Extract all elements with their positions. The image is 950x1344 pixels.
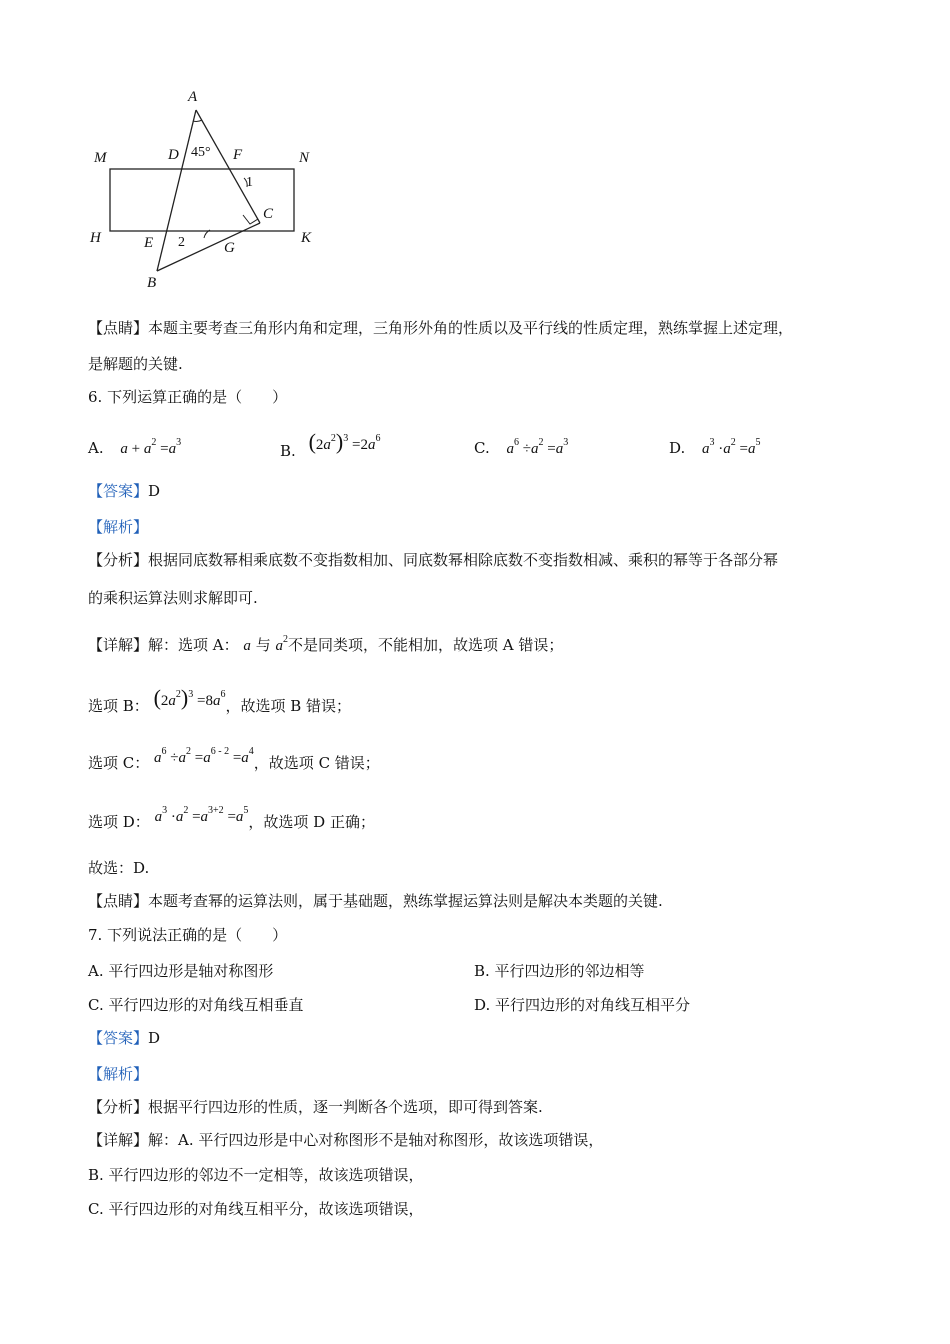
detail-a-power: $a^2$	[275, 634, 288, 654]
option-d-expr: $a^3 \cdot a^2 =a^5$	[702, 437, 761, 457]
point-h-label: H	[90, 230, 101, 246]
detail-a-suffix: 不是同类项，不能相加，故选项 A 错误；	[287, 636, 564, 654]
option-d-label: D.	[669, 439, 686, 457]
angle-45-label: 45°	[191, 145, 211, 160]
geometry-figure	[80, 85, 330, 295]
q6-analysis-tag: 【解析】	[88, 518, 149, 536]
detail-c-prefix: 选项 C：	[88, 754, 150, 772]
point-b-label: B	[147, 275, 157, 291]
q7-fenxi	[88, 1097, 543, 1117]
fenxi-tag: 【分析】	[88, 551, 149, 569]
q6-fenxi-line2: 的乘积运算法则求解即可.	[88, 589, 258, 607]
option-c-expr: $a^6 \div a^2 =a^3$	[506, 437, 569, 457]
answer-tag: 【答案】	[88, 482, 149, 500]
detail-tag: 【详解】	[88, 636, 149, 654]
q6-detail-c	[88, 746, 380, 772]
answer-value: D	[148, 482, 161, 500]
q7-analysis-tag: 【解析】	[88, 1065, 149, 1083]
point-d-label: D	[168, 147, 179, 163]
comment-text: 本题考查幂的运算法则，属于基础题，熟练掌握运算法则是解决本类题的关键.	[148, 892, 663, 910]
option-b-label: B.	[280, 442, 296, 460]
q6-conclusion: 故选：D.	[88, 859, 150, 877]
q6-option-d	[669, 438, 761, 459]
q6-option-c	[474, 438, 568, 459]
detail-b-expr: $(2a^2)^3 =8a^6$	[153, 685, 226, 710]
q6-detail-b	[88, 685, 352, 715]
answer-value: D	[148, 1029, 161, 1047]
figure-lines	[80, 85, 330, 295]
point-e-label: E	[144, 235, 154, 251]
q6-answer	[88, 481, 160, 501]
q7-detail-b: B. 平行四边形的邻边不一定相等，故该选项错误，	[88, 1166, 424, 1184]
q6-detail-a	[88, 635, 563, 656]
detail-a-prefix: 解：选项 A：	[148, 636, 239, 654]
detail-a-mid: 与	[255, 636, 271, 654]
point-m-label: M	[94, 150, 107, 166]
detail-d-expr: $a^3 \cdot a^2 =a^{3+2} =a^5$	[154, 805, 249, 825]
fenxi-text: 根据同底数幂相乘底数不变指数相加、同底数幂相除底数不变指数相减、乘积的幂等于各部分幂	[148, 551, 779, 569]
point-g-label: G	[224, 240, 235, 256]
q6-option-a	[88, 438, 181, 459]
q6-option-b	[280, 429, 381, 460]
option-a-expr: $a + a^2 =a^3$	[120, 437, 182, 457]
detail-b-prefix: 选项 B：	[88, 697, 149, 715]
detail-b-suffix: ，故选项 B 错误；	[225, 697, 352, 715]
option-a-label: A.	[88, 439, 104, 457]
comment-text: 本题主要考查三角形内角和定理，三角形外角的性质以及平行线的性质定理，熟练掌握上述定理，	[148, 319, 794, 337]
point-f-label: F	[233, 147, 243, 163]
fenxi-tag: 【分析】	[88, 1098, 149, 1116]
fenxi-text: 根据平行四边形的性质，逐一判断各个选项，即可得到答案.	[148, 1098, 543, 1116]
q6-stem: 6. 下列运算正确的是（ ）	[88, 388, 288, 406]
detail-d-suffix: ，故选项 D 正确；	[248, 813, 375, 831]
answer-tag: 【答案】	[88, 1029, 149, 1047]
q6-comment	[88, 891, 663, 911]
detail-c-suffix: ，故选项 C 错误；	[253, 754, 380, 772]
comment-tag: 【点睛】	[88, 892, 149, 910]
detail-tag: 【详解】	[88, 1131, 149, 1149]
q7-option-d: D. 平行四边形的对角线互相平分	[474, 996, 691, 1014]
q7-stem: 7. 下列说法正确的是（ ）	[88, 926, 288, 944]
q6-fenxi-line1	[88, 550, 778, 570]
q5-comment-line2: 是解题的关键.	[88, 355, 183, 373]
point-c-label: C	[263, 206, 274, 222]
angle-1-label: 1	[246, 175, 253, 190]
q5-comment-line1	[88, 318, 793, 338]
point-n-label: N	[299, 150, 310, 166]
detail-a-text: 解：A. 平行四边形是中心对称图形不是轴对称图形，故该选项错误，	[148, 1131, 604, 1149]
point-a-label: A	[188, 89, 198, 105]
option-c-label: C.	[474, 439, 490, 457]
option-b-expr: $(2a^2)^3 =2a^6$	[308, 429, 381, 454]
q7-option-a: A. 平行四边形是轴对称图形	[88, 962, 274, 980]
q7-detail-c: C. 平行四边形的对角线互相平分，故该选项错误，	[88, 1200, 424, 1218]
q7-option-b: B. 平行四边形的邻边相等	[474, 962, 645, 980]
angle-2-label: 2	[178, 235, 185, 250]
q7-option-c: C. 平行四边形的对角线互相垂直	[88, 996, 304, 1014]
q7-detail-a	[88, 1130, 603, 1150]
point-k-label: K	[301, 230, 312, 246]
detail-d-prefix: 选项 D：	[88, 813, 150, 831]
q7-answer	[88, 1028, 160, 1048]
detail-c-expr: $a^6 \div a^2 =a^{6 - 2} =a^4$	[154, 746, 254, 766]
q6-detail-d	[88, 805, 375, 831]
comment-tag: 【点睛】	[88, 319, 149, 337]
detail-a-var: a	[243, 638, 251, 654]
